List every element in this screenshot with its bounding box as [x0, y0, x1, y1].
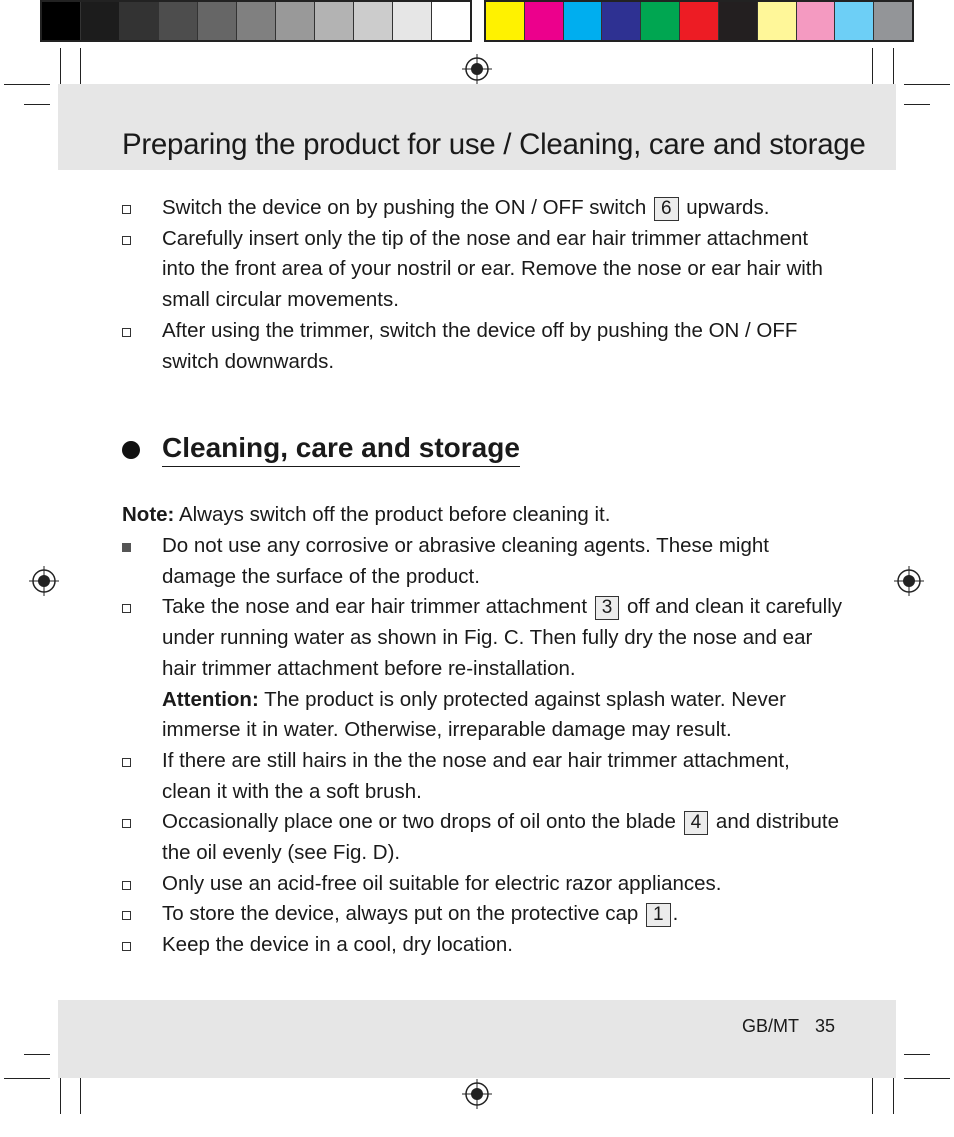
color-swatch — [525, 2, 564, 40]
part-number-label: 3 — [595, 596, 620, 620]
checkbox-bullet-icon — [122, 236, 131, 245]
section-title: Cleaning, care and storage — [162, 432, 520, 467]
registration-mark-icon — [894, 566, 924, 596]
filled-square-bullet-icon — [122, 543, 131, 552]
gray-swatch — [198, 2, 237, 40]
crop-mark — [872, 1074, 873, 1114]
list-item-text: Carefully insert only the tip of the nose and ear hair trimmer attachment into the front area of your nostril or ear. Remove the nose or ear hair with small circular movements. — [162, 226, 823, 312]
grayscale-color-bar — [40, 0, 472, 42]
note-paragraph — [122, 500, 610, 531]
gray-swatch — [81, 2, 120, 40]
list-item-text: To store the device, always put on the protective cap — [162, 902, 645, 926]
footer-band — [58, 1000, 896, 1078]
page-number: 35 — [814, 1016, 835, 1036]
crop-mark — [904, 104, 930, 105]
list-item — [122, 193, 842, 224]
color-swatch — [680, 2, 719, 40]
color-swatch — [641, 2, 680, 40]
list-item — [122, 746, 842, 807]
crop-mark — [872, 48, 873, 88]
part-number-label: 4 — [684, 811, 709, 835]
checkbox-bullet-icon — [122, 942, 131, 951]
cleaning-list — [122, 531, 842, 961]
list-item — [122, 531, 842, 592]
attention-label: Attention: — [162, 687, 259, 711]
list-item — [122, 899, 842, 930]
crop-mark — [24, 1054, 50, 1055]
gray-swatch — [159, 2, 198, 40]
prep-list — [122, 193, 842, 377]
list-item — [122, 930, 842, 961]
list-item — [122, 869, 842, 900]
page-footer — [726, 1016, 835, 1037]
list-item — [122, 592, 842, 684]
gray-swatch — [42, 2, 81, 40]
color-swatch — [564, 2, 603, 40]
list-item-text: and distribute the oil evenly (see Fig. D). — [162, 810, 840, 865]
page-title: Preparing the product for use / Cleaning, care and storage — [122, 128, 866, 161]
crop-mark — [60, 1074, 61, 1114]
color-swatch — [602, 2, 641, 40]
crop-mark — [893, 48, 894, 88]
list-item-text: upwards. — [680, 196, 770, 219]
list-item-text: off and clean it carefully under running water as shown in Fig. C. Then fully dry the nose and ear hair trimmer attachment before re-installation. — [162, 595, 842, 680]
note-text: Always switch off the product before cleaning it. — [174, 503, 611, 526]
list-item — [122, 807, 842, 868]
crop-mark — [80, 48, 81, 88]
color-swatch — [835, 2, 874, 40]
crop-mark — [904, 1054, 930, 1055]
crop-mark — [60, 48, 61, 88]
list-item-text: Take the nose and ear hair trimmer attachment — [162, 595, 593, 619]
crop-mark — [904, 84, 950, 85]
language-code: GB/MT — [741, 1016, 799, 1036]
note-label: Note: — [122, 503, 175, 526]
list-item-text: If there are still hairs in the the nose and ear hair trimmer attachment, clean it with the a soft brush. — [162, 748, 790, 803]
gray-swatch — [354, 2, 393, 40]
gray-swatch — [393, 2, 432, 40]
color-swatch — [719, 2, 758, 40]
registration-mark-icon — [29, 566, 59, 596]
gray-swatch — [432, 2, 470, 40]
list-item-text: Switch the device on by pushing the ON / OFF switch — [162, 196, 652, 219]
registration-mark-icon — [462, 54, 492, 84]
crop-mark — [80, 1074, 81, 1114]
crop-mark — [904, 1078, 950, 1079]
crop-mark — [893, 1074, 894, 1114]
color-swatch — [874, 2, 912, 40]
checkbox-bullet-icon — [122, 881, 131, 890]
list-item — [122, 316, 842, 377]
registration-mark-icon — [462, 1079, 492, 1109]
gray-swatch — [276, 2, 315, 40]
list-item-text: Do not use any corrosive or abrasive cleaning agents. These might damage the surface of the product. — [162, 534, 769, 588]
list-item — [122, 224, 842, 316]
list-item-text: Keep the device in a cool, dry location. — [162, 933, 513, 957]
list-item-text: . — [672, 902, 679, 926]
crop-mark — [4, 1078, 50, 1079]
crop-mark — [4, 84, 50, 85]
color-swatch — [797, 2, 836, 40]
list-item-text: Only use an acid-free oil suitable for electric razor appliances. — [162, 871, 722, 895]
part-number-label: 6 — [654, 197, 679, 221]
color-swatch — [758, 2, 797, 40]
gray-swatch — [120, 2, 159, 40]
checkbox-bullet-icon — [122, 911, 131, 920]
checkbox-bullet-icon — [122, 604, 131, 613]
checkbox-bullet-icon — [122, 328, 131, 337]
attention-text: The product is only protected against splash water. Never immerse it in water. Otherwise, irreparable damage may result. — [162, 687, 786, 742]
gray-swatch — [237, 2, 276, 40]
checkbox-bullet-icon — [122, 205, 131, 214]
checkbox-bullet-icon — [122, 819, 131, 828]
list-item-text: After using the trimmer, switch the device off by pushing the ON / OFF switch downwards. — [162, 318, 798, 373]
list-item-text: Occasionally place one or two drops of oil onto the blade — [162, 810, 682, 834]
process-color-bar — [484, 0, 914, 42]
list-item-attention — [122, 685, 842, 746]
bullet-dot-icon — [122, 441, 140, 459]
part-number-label: 1 — [646, 903, 671, 927]
gray-swatch — [315, 2, 354, 40]
section-heading — [122, 432, 520, 467]
checkbox-bullet-icon — [122, 758, 131, 767]
crop-mark — [24, 104, 50, 105]
color-swatch — [486, 2, 525, 40]
